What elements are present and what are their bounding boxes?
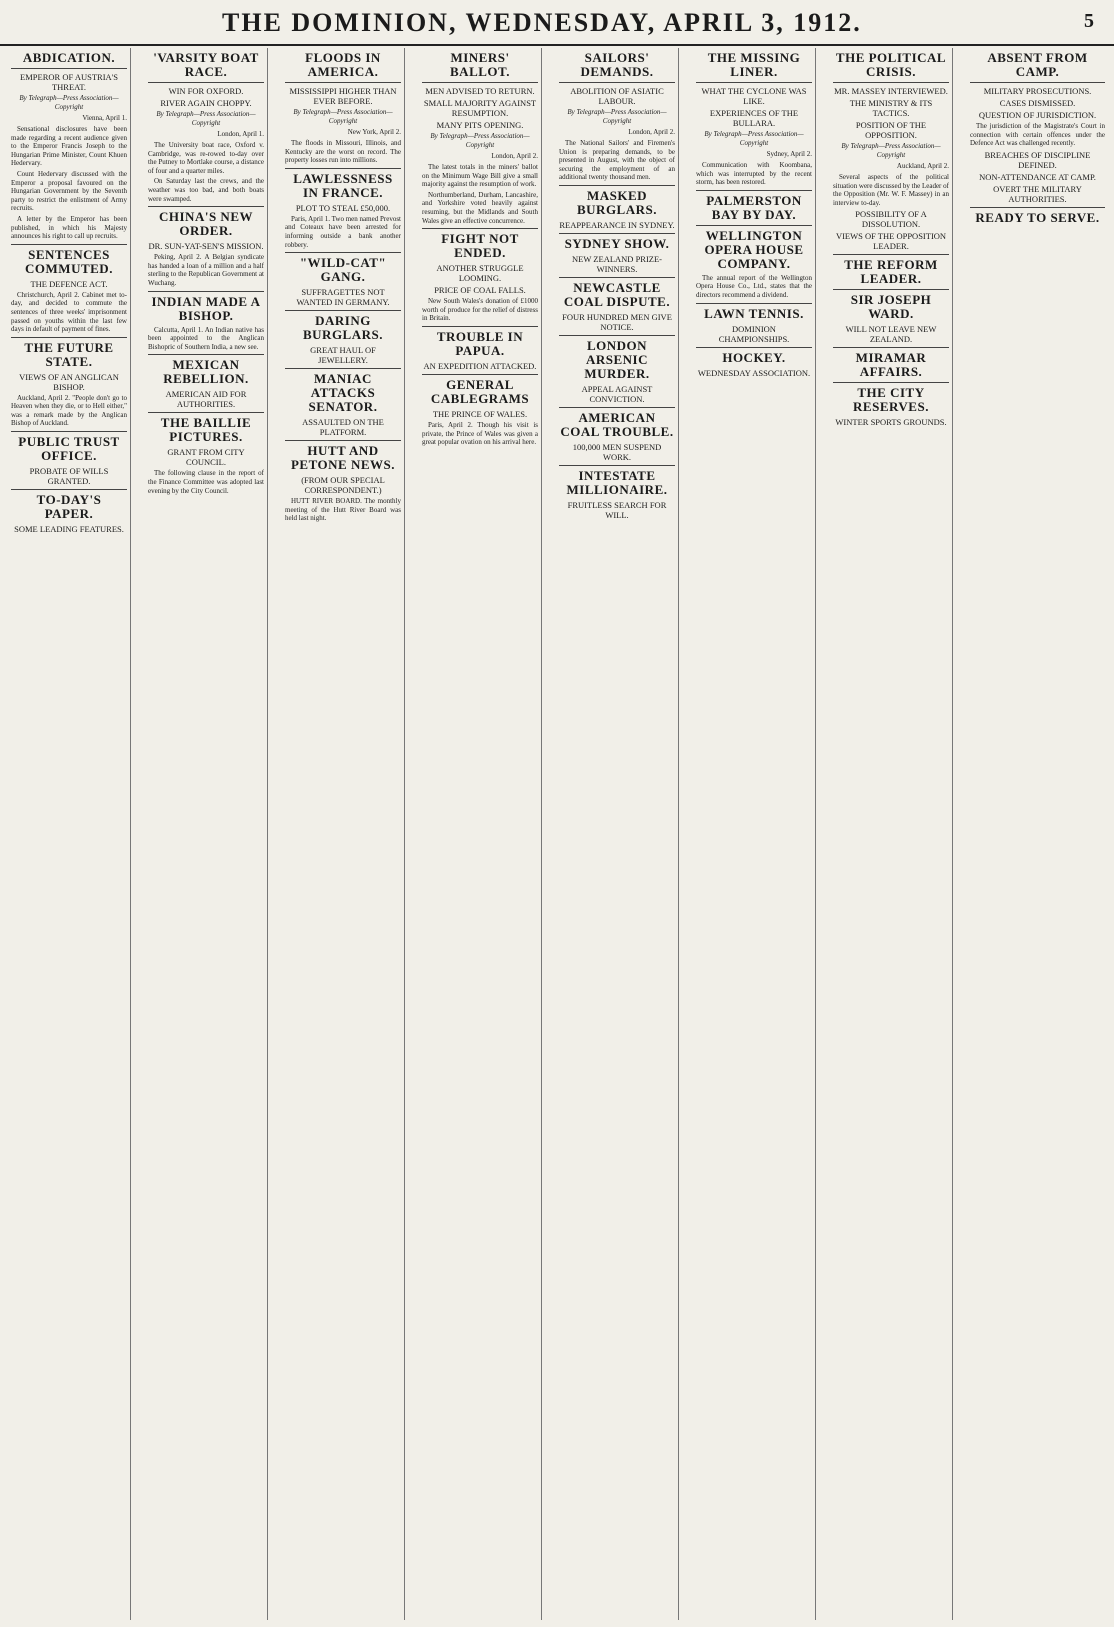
byline: By Telegraph—Press Association—Copyright bbox=[293, 108, 393, 125]
paragraph: Auckland, April 2. "People don't go to Heaven when they die, or to Hell either," was a remark made by the Anglican Bishop of Auckland. bbox=[11, 393, 127, 428]
paragraph: Sensational disclosures have been made regarding a recent audience given to the Emperor Francis Joseph to the Hungarian Prime Minister, Count Khuen Hedervary. bbox=[11, 125, 127, 168]
byline: By Telegraph—Press Association—Copyright bbox=[430, 132, 530, 149]
subhead: DR. SUN-YAT-SEN'S MISSION. bbox=[148, 241, 264, 252]
subhead: EXPERIENCES OF THE BULLARA. bbox=[709, 108, 799, 128]
headline: MEXICAN REBELLION. bbox=[163, 357, 249, 387]
headline: TROUBLE IN PAPUA. bbox=[436, 328, 524, 358]
masthead bbox=[0, 0, 1114, 46]
subhead: MILITARY PROSECUTIONS. bbox=[983, 86, 1092, 96]
paragraph: Several aspects of the political situation were discussed by the Leader of the Opposition (Mr. W. F. Massey) in an interview to-day. bbox=[833, 173, 949, 207]
headline: MIRAMAR AFFAIRS. bbox=[855, 350, 927, 380]
subhead: QUESTION OF JURISDICTION. bbox=[978, 110, 1097, 120]
subhead: FOUR HUNDRED MEN GIVE NOTICE. bbox=[562, 311, 672, 332]
headline: FLOODS IN AMERICA. bbox=[305, 50, 381, 79]
headline: WELLINGTON OPERA HOUSE COMPANY. bbox=[704, 227, 804, 271]
dateline: New York, April 2. bbox=[347, 128, 401, 136]
headline: MINERS' BALLOT. bbox=[450, 50, 510, 79]
subhead: FRUITLESS SEARCH FOR WILL. bbox=[567, 499, 667, 520]
subhead: ASSAULTED ON THE PLATFORM. bbox=[302, 417, 384, 438]
paragraph: The jurisdiction of the Magistrate's Court in connection with certain offences under the Defence Act was challenged recently. bbox=[970, 122, 1105, 148]
dateline: London, April 2. bbox=[491, 152, 538, 160]
subhead: WEDNESDAY ASSOCIATION. bbox=[697, 367, 811, 378]
headline: ABDICATION. bbox=[22, 50, 116, 65]
paragraph: The National Sailors' and Firemen's Union is preparing demands, to be presented in August, with the object of securing the employment of an additional twenty thousand men. bbox=[559, 139, 675, 182]
dateline: Sydney, April 2. bbox=[766, 150, 812, 158]
headline: NEWCASTLE COAL DISPUTE. bbox=[563, 279, 671, 309]
subhead: ANOTHER STRUGGLE LOOMING. bbox=[436, 263, 524, 284]
headline: READY TO SERVE. bbox=[975, 209, 1100, 225]
subhead: SMALL MAJORITY AGAINST RESUMPTION. bbox=[423, 98, 537, 118]
column-sailors bbox=[556, 48, 679, 1620]
subhead: SUFFRAGETTES NOT WANTED IN GERMANY. bbox=[296, 287, 390, 308]
byline: By Telegraph—Press Association—Copyright bbox=[841, 142, 941, 159]
subhead: AMERICAN AID FOR AUTHORITIES. bbox=[165, 389, 247, 410]
subhead: MISSISSIPPI HIGHER THAN EVER BEFORE. bbox=[289, 86, 397, 106]
paragraph: HUTT RIVER BOARD. The monthly meeting of the Hutt River Board was held last night. bbox=[285, 497, 401, 523]
headline: THE MISSING LINER. bbox=[707, 50, 801, 79]
column-missing-liner bbox=[693, 48, 816, 1620]
paragraph: Count Hedervary discussed with the Emperor a proposal favoured on the Hungarian Government by the Seventh party to restrict the enlistment of Army recruits. bbox=[11, 169, 127, 213]
paragraph: Calcutta, April 1. An Indian native has been appointed to the Anglican Bishopric of Southern India, a new see. bbox=[148, 325, 264, 351]
subhead: POSSIBILITY OF A DISSOLUTION. bbox=[855, 209, 927, 230]
dateline: Auckland, April 2. bbox=[896, 162, 949, 170]
paragraph: Peking, April 2. A Belgian syndicate has handed a loan of a million and a half sterling to the Republican Government at Wuchang. bbox=[148, 253, 264, 287]
paragraph: Paris, April 1. Two men named Prevost and Coteaux have been arrested for informing outside a bank another robbery. bbox=[285, 214, 401, 249]
subhead: PRICE OF COAL FALLS. bbox=[434, 285, 526, 296]
dateline: Vienna, April 1. bbox=[82, 114, 127, 122]
headline: THE FUTURE STATE. bbox=[24, 339, 114, 369]
paragraph: Paris, April 2. Though his visit is private, the Prince of Wales was given a great popular ovation on his arrival here. bbox=[422, 420, 538, 447]
headline: CHINA'S NEW ORDER. bbox=[159, 209, 253, 239]
paragraph: On Saturday last the crews, and the weather was too bad, and both boats were swamped. bbox=[148, 177, 264, 203]
page-number: 5 bbox=[1084, 10, 1094, 32]
paragraph: The floods in Missouri, Illinois, and Kentucky are the worst on record. The property losses run into millions. bbox=[285, 139, 401, 165]
paragraph: Communication with Koombana, which was interrupted by the recent storm, has been restored. bbox=[696, 161, 812, 187]
column-miners-ballot bbox=[419, 48, 542, 1620]
headline: LAWN TENNIS. bbox=[704, 305, 804, 321]
subhead: (FROM OUR SPECIAL CORRESPONDENT.) bbox=[301, 475, 385, 496]
subhead: VIEWS OF THE OPPOSITION LEADER. bbox=[835, 231, 947, 252]
subhead: NON-ATTENDANCE AT CAMP. bbox=[979, 171, 1096, 182]
column-political-crisis bbox=[830, 48, 953, 1620]
subhead: POSITION OF THE OPPOSITION. bbox=[855, 120, 927, 140]
subhead: WINTER SPORTS GROUNDS. bbox=[835, 417, 947, 428]
headline: 'VARSITY BOAT RACE. bbox=[153, 50, 259, 79]
headline: FIGHT NOT ENDED. bbox=[441, 231, 519, 261]
subhead: ABOLITION OF ASIATIC LABOUR. bbox=[570, 86, 664, 106]
headline: PUBLIC TRUST OFFICE. bbox=[18, 434, 120, 464]
paragraph: Christchurch, April 2. Cabinet met to-day, and decided to commute the sentences of three weeks' imprisonment passed on youths within the last few days in default of payment of fines. bbox=[11, 290, 127, 334]
headline: AMERICAN COAL TROUBLE. bbox=[560, 409, 674, 439]
headline: PALMERSTON BAY BY DAY. bbox=[706, 192, 802, 222]
headline: THE REFORM LEADER. bbox=[844, 257, 938, 287]
headline: LAWLESSNESS IN FRANCE. bbox=[293, 170, 393, 200]
subhead: THE DEFENCE ACT. bbox=[30, 278, 108, 289]
subhead: 100,000 MEN SUSPEND WORK. bbox=[572, 441, 662, 462]
headline: INDIAN MADE A BISHOP. bbox=[151, 293, 261, 323]
paragraph: The latest totals in the miners' ballot on the Minimum Wage Bill give a small majority against the resumption of work. bbox=[422, 163, 538, 189]
subhead: PLOT TO STEAL £50,000. bbox=[295, 202, 391, 213]
column-abdication bbox=[8, 48, 131, 1620]
headline: THE CITY RESERVES. bbox=[853, 385, 929, 415]
paragraph: A letter by the Emperor has been published, in which his Majesty announces his right to call up recruits. bbox=[11, 214, 127, 241]
subhead: NEW ZEALAND PRIZE-WINNERS. bbox=[571, 253, 663, 274]
headline: THE POLITICAL CRISIS. bbox=[835, 50, 947, 79]
byline: By Telegraph—Press Association—Copyright bbox=[156, 110, 256, 127]
subhead: SOME LEADING FEATURES. bbox=[14, 524, 124, 535]
headline: "WILD-CAT" GANG. bbox=[299, 255, 387, 285]
byline: By Telegraph—Press Association—Copyright bbox=[704, 130, 804, 147]
subhead: DOMINION CHAMPIONSHIPS. bbox=[718, 323, 790, 344]
headline: MANIAC ATTACKS SENATOR. bbox=[308, 371, 378, 415]
byline: By Telegraph—Press Association—Copyright bbox=[567, 108, 667, 125]
subhead: APPEAL AGAINST CONVICTION. bbox=[581, 383, 653, 404]
headline: LONDON ARSENIC MURDER. bbox=[584, 337, 650, 381]
headline: SIR JOSEPH WARD. bbox=[850, 292, 932, 322]
headline: SAILORS' DEMANDS. bbox=[580, 50, 654, 79]
paragraph: The University boat race, Oxford v. Cambridge, was re-rowed to-day over the Putney to Mortlake course, a distance of four and a quarter miles. bbox=[148, 141, 264, 175]
headline: HUTT AND PETONE NEWS. bbox=[290, 443, 395, 473]
subhead: WIN FOR OXFORD. bbox=[168, 86, 244, 96]
column-floods bbox=[282, 48, 405, 1620]
dateline: London, April 1. bbox=[217, 130, 264, 138]
subhead: WHAT THE CYCLONE WAS LIKE. bbox=[701, 86, 807, 106]
subhead: MEN ADVISED TO RETURN. bbox=[425, 86, 535, 96]
subhead: PROBATE OF WILLS GRANTED. bbox=[29, 466, 109, 487]
headline: DARING BURGLARS. bbox=[303, 313, 383, 343]
column-boat-race bbox=[145, 48, 268, 1620]
paragraph: New South Wales's donation of £1000 worth of produce for the relief of distress in Britain. bbox=[422, 297, 538, 323]
headline: ABSENT FROM CAMP. bbox=[987, 50, 1088, 79]
paragraph: The following clause in the report of the Finance Committee was adopted last evening by the City Council. bbox=[148, 469, 264, 495]
subhead: EMPEROR OF AUSTRIA'S THREAT. bbox=[20, 72, 118, 92]
masthead-title: THE DOMINION, WEDNESDAY, APRIL 3, 1912. bbox=[222, 8, 862, 37]
subhead: REAPPEARANCE IN SYDNEY. bbox=[559, 219, 675, 230]
subhead: WILL NOT LEAVE NEW ZEALAND. bbox=[845, 324, 937, 345]
paragraph: Northumberland, Durham, Lancashire, and Yorkshire voted heavily against resuming, but the Midlands and South Wales give an effective concurrence. bbox=[422, 190, 538, 225]
subhead: OVERT THE MILITARY AUTHORITIES. bbox=[993, 183, 1082, 204]
byline: By Telegraph—Press Association—Copyright bbox=[19, 94, 119, 111]
headline: MASKED BURGLARS. bbox=[577, 187, 657, 217]
subhead: MR. MASSEY INTERVIEWED. bbox=[834, 86, 948, 96]
dateline: London, April 2. bbox=[628, 128, 675, 136]
subhead: THE PRINCE OF WALES. bbox=[432, 408, 528, 419]
subhead: VIEWS OF AN ANGLICAN BISHOP. bbox=[19, 371, 119, 392]
headline: HOCKEY. bbox=[722, 349, 786, 365]
subhead: GREAT HAUL OF JEWELLERY. bbox=[310, 345, 376, 366]
subhead: AN EXPEDITION ATTACKED. bbox=[423, 360, 537, 371]
headline: SENTENCES COMMUTED. bbox=[25, 246, 113, 276]
columns bbox=[8, 48, 1108, 1620]
headline: INTESTATE MILLIONAIRE. bbox=[566, 467, 668, 497]
subhead: GRANT FROM CITY COUNCIL. bbox=[167, 447, 245, 468]
subhead: BREACHES OF DISCIPLINE DEFINED. bbox=[984, 149, 1091, 170]
subhead: RIVER AGAIN CHOPPY. bbox=[160, 98, 252, 108]
subhead: CASES DISMISSED. bbox=[999, 98, 1076, 108]
headline: SYDNEY SHOW. bbox=[564, 235, 670, 251]
subhead: THE MINISTRY & ITS TACTICS. bbox=[849, 98, 933, 118]
paragraph: The annual report of the Wellington Opera House Co., Ltd., states that the directors recommend a dividend. bbox=[696, 273, 812, 299]
headline: GENERAL CABLEGRAMS bbox=[430, 376, 530, 406]
column-absent-from-camp bbox=[967, 48, 1108, 1620]
headline: TO-DAY'S PAPER. bbox=[36, 492, 102, 522]
headline: THE BAILLIE PICTURES. bbox=[160, 415, 252, 445]
subhead: MANY PITS OPENING. bbox=[436, 120, 524, 130]
